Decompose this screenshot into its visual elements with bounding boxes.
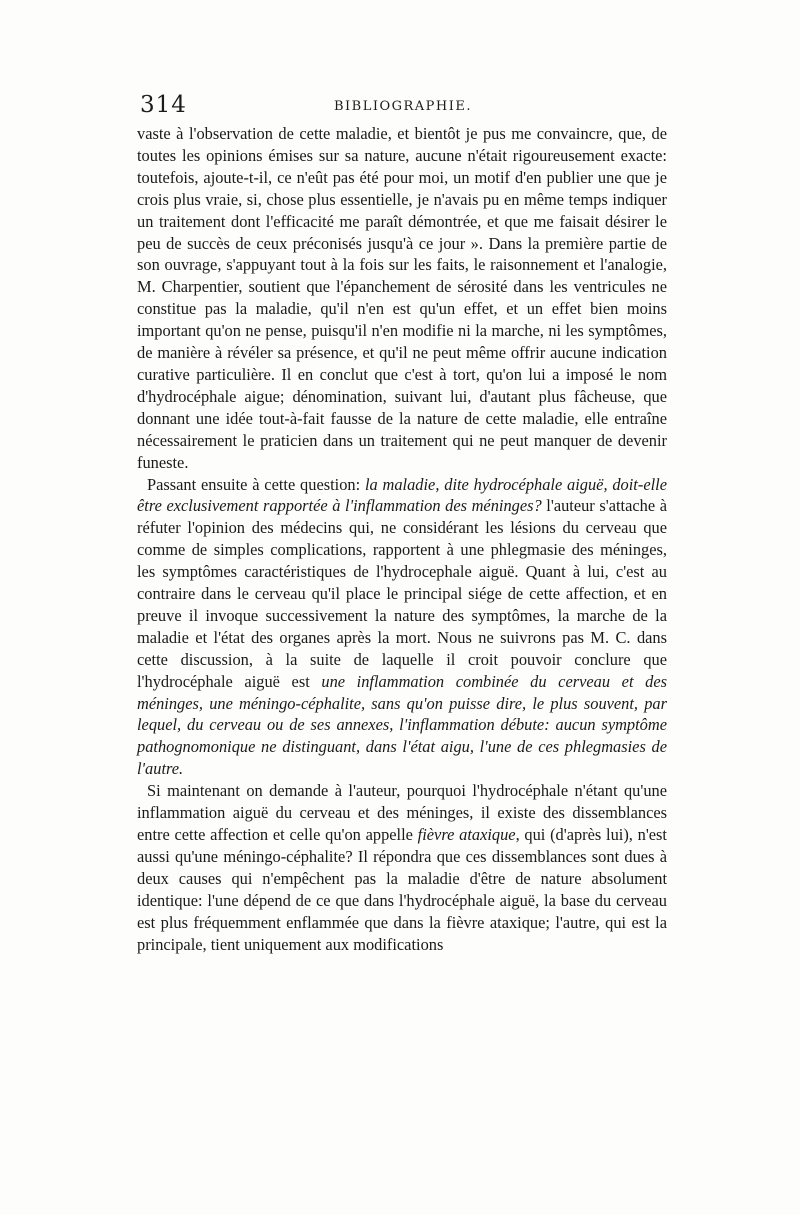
body-text <box>137 123 667 955</box>
text-segment: Si maintenant on demande à l'auteur, pourquoi l'hydrocéphale n'étant qu'une inflammation aiguë du cerveau et des méninges, il existe des dissemblances entre cette affection et celle qu'on appelle <box>137 781 667 844</box>
text-segment: , qui (d'après lui), n'est aussi qu'une méningo-céphalite? Il répondra que ces dissemblances sont dues à deux causes qui n'empêchent pas la maladie d'être de nature absolument identique: l'une dépend de ce que dans l'hydrocéphale aiguë, la base du cerveau est plus fréquemment enflammée que dans la fièvre ataxique; l'autre, qui est la principale, tient uniquement aux modifications <box>137 825 667 954</box>
running-title: BIBLIOGRAPHIE. <box>333 99 473 114</box>
page-number: 314 <box>140 92 187 118</box>
text-segment: vaste à l'observation de cette maladie, et bientôt je pus me convaincre, que, de toutes les opinions émises sur sa nature, aucune n'était rigoureusement exacte: toutefois, ajoute-t-il, ce n'eût pas été pour moi, un motif d'en publier une que je crois plus vraie, si, chose plus essentielle, je n'avais pu en même temps indiquer un traitement dont l'efficacité me paraît démontrée, et que me faisait désirer le peu de succès de ceux préconisés jusqu'à ce jour ». Dans la première partie de son ouvrage, s'appuyant tout à la fois sur les faits, le raisonnement et l'analogie, M. Charpentier, soutient que l'épanchement de sérosité dans les ventricules ne constitue pas la maladie, qu'il n'en est qu'un effet, et un effet bien moins important qu'on ne pense, puisqu'il n'en modifie ni la marche, ni les symptômes, de manière à révéler sa présence, et qu'il ne peut même offrir aucune indication curative particulière. Il en conclut que c'est à tort, qu'on lui a imposé le nom d'hydrocéphale aigue; dénomination, suivant lui, d'autant plus fâcheuse, que donnant une idée tout-à-fait fausse de la nature de cette maladie, elle entraîne nécessairement le praticien dans un traitement qui ne peut manquer de devenir funeste. <box>137 124 667 472</box>
paragraph <box>137 780 667 955</box>
text-segment: l'auteur s'attache à réfuter l'opinion des médecins qui, ne considérant les lésions du cerveau que comme de simples complications, rapportent à une phlegmasie des méninges, les symptômes caractéristiques de l'hydrocephale aiguë. Quant à lui, c'est au contraire dans le cerveau qu'il place le principal siége de cette affection, et en preuve il invoque successivement la nature des symptômes, la marche de la maladie et l'état des organes après la mort. Nous ne suivrons pas M. C. dans cette discussion, à la suite de laquelle il croit pouvoir conclure que l'hydrocéphale aiguë est <box>137 496 667 691</box>
italic-segment: fièvre ataxique <box>417 825 516 844</box>
italic-segment: une inflammation combinée du cerveau et des méninges, une méningo-céphalite, sans qu'on puisse dire, le plus souvent, par lequel, du cerveau ou de ses annexes, l'inflammation débute: aucun symptôme pathognomonique ne distinguant, dans l'état aigu, l'une de ces phlegmasies de l'autre. <box>137 671 667 779</box>
running-head <box>140 92 666 120</box>
paragraph <box>137 123 667 474</box>
italic-segment: la maladie, dite hydrocéphale aiguë, doit-elle être exclusivement rapportée à l'inflammation des méninges? <box>137 474 667 516</box>
text-segment: Passant ensuite à cette question: <box>147 474 365 494</box>
paragraph <box>137 474 667 781</box>
